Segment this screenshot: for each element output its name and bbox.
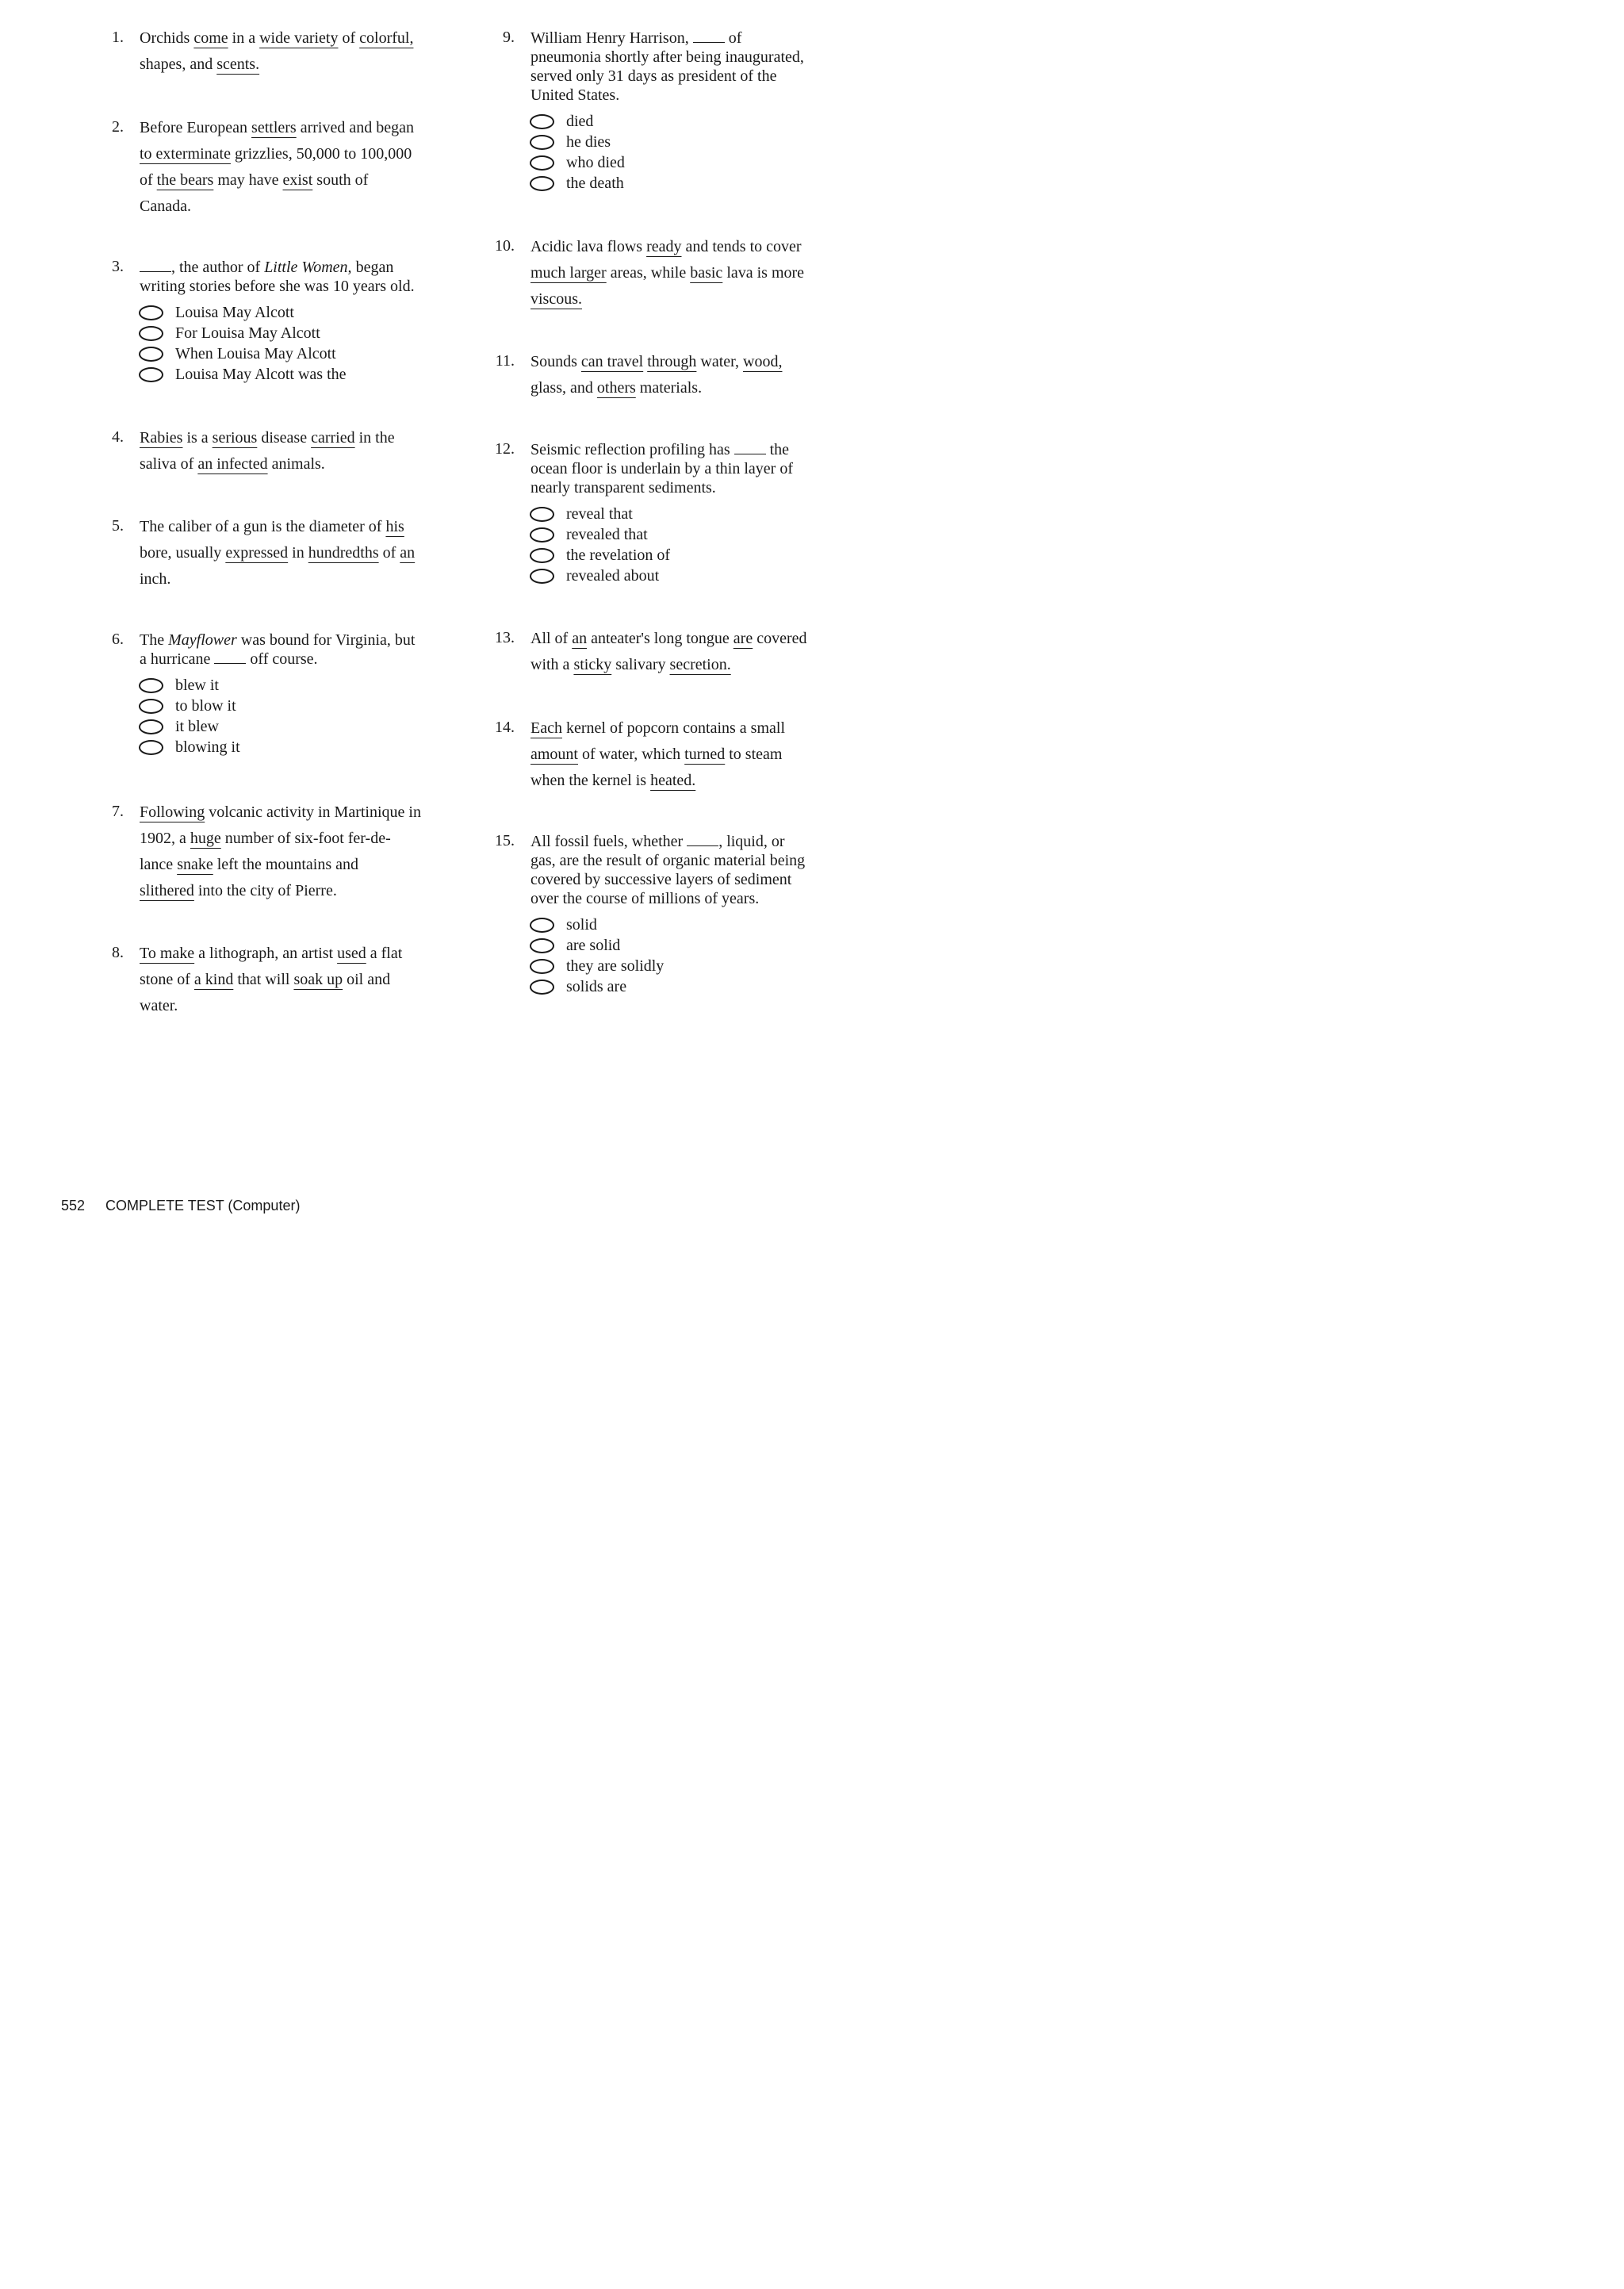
text-segment: water. <box>140 997 178 1014</box>
underlined-option: secretion. <box>669 656 731 673</box>
answer-bubble-icon[interactable] <box>139 367 163 382</box>
text-line <box>530 851 805 870</box>
text-line <box>140 144 414 171</box>
text-line <box>140 543 415 569</box>
text-segment: lance <box>140 856 178 873</box>
text-segment: covered by successive layers of sediment <box>530 871 792 888</box>
text-segment: arrived and began <box>296 119 414 136</box>
underlined-option: basic <box>690 264 723 282</box>
underlined-option: To make <box>140 945 195 962</box>
answer-bubble-icon[interactable] <box>530 527 554 543</box>
text-line <box>530 440 793 459</box>
text-segment: water, <box>696 353 744 370</box>
question-number: 2. <box>112 118 124 136</box>
option-label: When Louisa May Alcott <box>175 345 336 362</box>
text-line <box>530 459 793 478</box>
question-text <box>530 352 782 405</box>
text-line <box>140 855 421 881</box>
text-line <box>530 352 782 378</box>
question-text <box>140 944 402 1022</box>
option-label: Louisa May Alcott was the <box>175 366 347 383</box>
text-line <box>140 55 413 81</box>
answer-option[interactable] <box>530 504 793 524</box>
text-segment: pneumonia shortly after being inaugurated, <box>530 48 804 66</box>
question-text <box>530 29 804 194</box>
option-label: the death <box>566 174 624 192</box>
text-segment: the <box>765 441 790 458</box>
text-segment: a hurricane <box>140 650 215 668</box>
text-segment: of <box>338 29 360 47</box>
question-text <box>140 631 415 757</box>
answer-option[interactable] <box>530 173 804 194</box>
text-line <box>530 889 805 908</box>
answer-option[interactable] <box>140 323 415 343</box>
question-text <box>140 803 421 907</box>
text-line <box>530 771 785 797</box>
answer-option[interactable] <box>530 566 793 586</box>
underlined-option: through <box>647 353 697 370</box>
text-line <box>140 881 421 907</box>
text-line <box>530 745 785 771</box>
text-segment: Orchids <box>140 29 194 47</box>
answer-option[interactable] <box>140 716 415 737</box>
text-segment: that will <box>233 971 294 988</box>
option-label: Louisa May Alcott <box>175 304 294 321</box>
underlined-option: viscous. <box>530 290 582 308</box>
answer-bubble-icon[interactable] <box>139 719 163 734</box>
answer-blank <box>693 29 725 43</box>
text-line <box>530 629 807 655</box>
answer-option[interactable] <box>140 737 415 757</box>
question-text <box>140 29 413 81</box>
text-segment: , the author of <box>171 259 265 276</box>
underlined-option: Each <box>530 719 562 737</box>
text-segment: of <box>378 544 400 562</box>
underlined-option: Following <box>140 803 205 821</box>
underlined-option: expressed <box>225 544 289 562</box>
text-line <box>140 996 402 1022</box>
text-segment: to steam <box>725 746 783 763</box>
underlined-option: huge <box>190 830 221 847</box>
option-label: solid <box>566 916 597 934</box>
underlined-option: settlers <box>251 119 297 136</box>
question-text <box>530 629 807 681</box>
text-line <box>530 289 804 316</box>
text-line <box>140 197 414 223</box>
text-segment: volcanic activity in Martinique in <box>205 803 421 821</box>
question-text <box>140 428 395 481</box>
question-number: 5. <box>112 517 124 535</box>
underlined-option: to exterminate <box>140 145 231 163</box>
question-number: 15. <box>495 832 515 849</box>
question-text <box>140 258 415 385</box>
option-label: solids are <box>566 978 627 995</box>
text-line <box>140 803 421 829</box>
text-segment: of <box>724 29 742 47</box>
question-number: 11. <box>495 352 515 370</box>
text-segment: number of six-foot fer-de- <box>220 830 391 847</box>
question-text <box>530 440 793 586</box>
text-segment: may have <box>213 171 283 189</box>
text-line <box>530 48 804 67</box>
section-title: COMPLETE TEST (Computer) <box>105 1198 301 1214</box>
question-text <box>530 719 785 797</box>
text-line <box>140 829 421 855</box>
text-line <box>140 277 415 296</box>
text-segment: gas, are the result of organic material being <box>530 852 806 869</box>
option-label: reveal that <box>566 505 633 523</box>
text-line <box>140 428 395 454</box>
text-line <box>140 569 415 596</box>
text-segment: began <box>351 259 394 276</box>
answer-blank <box>140 259 171 272</box>
answer-option[interactable] <box>140 343 415 364</box>
text-segment: Seismic reflection profiling has <box>530 441 734 458</box>
underlined-option: carried <box>311 429 355 447</box>
text-segment: inch. <box>140 570 171 588</box>
underlined-option: wide variety <box>259 29 339 47</box>
answer-bubble-icon[interactable] <box>530 938 554 953</box>
text-segment: in <box>288 544 308 562</box>
underlined-option: colorful, <box>359 29 414 47</box>
underlined-option: slithered <box>140 882 194 899</box>
text-segment: writing stories before she was 10 years old. <box>140 278 415 295</box>
answer-option[interactable] <box>530 524 793 545</box>
text-line <box>140 171 414 197</box>
text-line <box>530 263 804 289</box>
underlined-option: soak up <box>293 971 343 988</box>
answer-options <box>530 111 804 194</box>
text-segment: of <box>140 171 157 189</box>
underlined-option: turned <box>684 746 726 763</box>
answer-bubble-icon[interactable] <box>530 114 554 129</box>
text-segment: in a <box>228 29 260 47</box>
answer-blank <box>687 833 718 846</box>
underlined-option: are <box>733 630 753 647</box>
option-label: blew it <box>175 677 219 694</box>
option-label: For Louisa May Alcott <box>175 324 320 342</box>
text-segment: south of <box>312 171 369 189</box>
question-number: 1. <box>112 29 124 46</box>
text-segment: shapes, and <box>140 56 217 73</box>
text-segment: Sounds <box>530 353 581 370</box>
answer-options <box>140 302 415 385</box>
text-segment: Acidic lava flows <box>530 238 647 255</box>
text-line <box>530 67 804 86</box>
answer-option[interactable] <box>140 364 415 385</box>
underlined-option: an <box>400 544 416 562</box>
text-segment: nearly transparent sediments. <box>530 479 716 497</box>
question-text <box>530 832 805 997</box>
answer-option[interactable] <box>530 132 804 152</box>
text-segment: left the mountains and <box>213 856 359 873</box>
text-line <box>140 970 402 996</box>
answer-option[interactable] <box>530 935 805 956</box>
text-line <box>140 29 413 55</box>
question-number: 4. <box>112 428 124 446</box>
text-segment: lava is more <box>722 264 805 282</box>
underlined-option: others <box>596 379 636 397</box>
question-text <box>140 517 415 596</box>
option-label: are solid <box>566 937 621 954</box>
text-segment: William Henry Harrison, <box>530 29 693 47</box>
question-number: 3. <box>112 258 124 275</box>
text-segment: stone of <box>140 971 194 988</box>
answer-bubble-icon[interactable] <box>139 347 163 362</box>
option-label: who died <box>566 154 625 171</box>
question-number: 14. <box>495 719 515 736</box>
text-segment: is a <box>182 429 213 447</box>
underlined-option: a kind <box>193 971 234 988</box>
text-line <box>530 237 804 263</box>
answer-options <box>140 675 415 757</box>
option-label: blowing it <box>175 738 240 756</box>
text-segment: was bound for Virginia, but <box>236 631 416 649</box>
text-segment: into the city of Pierre. <box>193 882 337 899</box>
answer-bubble-icon[interactable] <box>139 699 163 714</box>
answer-bubble-icon[interactable] <box>530 980 554 995</box>
underlined-option: exist <box>282 171 313 189</box>
underlined-option: heated. <box>650 772 696 789</box>
answer-bubble-icon[interactable] <box>530 548 554 563</box>
text-line <box>530 870 805 889</box>
question-text <box>140 118 414 223</box>
option-label: it blew <box>175 718 219 735</box>
option-label: revealed that <box>566 526 648 543</box>
underlined-option: an infected <box>197 455 268 473</box>
text-segment: and tends to cover <box>681 238 802 255</box>
question-text <box>530 237 804 316</box>
answer-bubble-icon[interactable] <box>139 678 163 693</box>
answer-options <box>530 914 805 997</box>
answer-option[interactable] <box>140 675 415 696</box>
text-segment: a flat <box>366 945 403 962</box>
option-label: to blow it <box>175 697 236 715</box>
text-segment: ocean floor is underlain by a thin layer of <box>530 460 793 477</box>
answer-bubble-icon[interactable] <box>139 305 163 320</box>
text-line <box>140 454 395 481</box>
page-footer <box>61 1198 300 1214</box>
text-line <box>530 478 793 497</box>
text-line <box>140 517 415 543</box>
underlined-option: Rabies <box>140 429 183 447</box>
text-segment: covered <box>753 630 807 647</box>
underlined-option: an <box>572 630 588 647</box>
answer-bubble-icon[interactable] <box>530 918 554 933</box>
text-segment: anteater's long tongue <box>587 630 733 647</box>
answer-option[interactable] <box>140 302 415 323</box>
question-number: 13. <box>495 629 515 646</box>
question-number: 8. <box>112 944 124 961</box>
text-segment: served only 31 days as president of the <box>530 67 777 85</box>
text-line <box>530 378 782 405</box>
answer-option[interactable] <box>530 914 805 935</box>
underlined-option: snake <box>177 856 213 873</box>
text-segment: The caliber of a gun is the diameter of <box>140 518 386 535</box>
option-label: revealed about <box>566 567 660 585</box>
text-line <box>530 832 805 851</box>
text-line <box>530 29 804 48</box>
answer-option[interactable] <box>530 111 804 132</box>
answer-option[interactable] <box>530 976 805 997</box>
text-segment: saliva of <box>140 455 198 473</box>
answer-bubble-icon[interactable] <box>139 326 163 341</box>
question-number: 12. <box>495 440 515 458</box>
text-segment: disease <box>257 429 312 447</box>
underlined-option: scents. <box>216 56 260 73</box>
underlined-option: hundredths <box>308 544 379 562</box>
question-number: 7. <box>112 803 124 820</box>
underlined-option: can travel <box>580 353 644 370</box>
text-line <box>530 655 807 681</box>
underlined-option: used <box>337 945 366 962</box>
text-segment: Mayflower <box>168 631 237 649</box>
answer-bubble-icon[interactable] <box>530 507 554 522</box>
text-segment: Before European <box>140 119 252 136</box>
text-segment: a lithograph, an artist <box>194 945 338 962</box>
text-segment: kernel of popcorn contains a small <box>561 719 786 737</box>
answer-option[interactable] <box>140 696 415 716</box>
text-segment: Little Women, <box>264 259 352 276</box>
text-segment: when the kernel is <box>530 772 651 789</box>
question-number: 6. <box>112 631 124 648</box>
text-segment: All of <box>530 630 573 647</box>
text-segment: oil and <box>343 971 391 988</box>
page-number: 552 <box>61 1198 86 1214</box>
text-segment: bore, usually <box>140 544 226 562</box>
underlined-option: serious <box>212 429 258 447</box>
text-line <box>140 118 414 144</box>
answer-option[interactable] <box>530 956 805 976</box>
text-segment: grizzlies, 50,000 to 100,000 <box>230 145 412 163</box>
answer-bubble-icon[interactable] <box>139 740 163 755</box>
text-line <box>140 944 402 970</box>
answer-option[interactable] <box>530 152 804 173</box>
text-segment: Canada. <box>140 197 191 215</box>
text-segment: United States. <box>530 86 620 104</box>
answer-bubble-icon[interactable] <box>530 569 554 584</box>
text-segment: The <box>140 631 169 649</box>
text-line <box>530 86 804 105</box>
answer-bubble-icon[interactable] <box>530 959 554 974</box>
underlined-option: sticky <box>573 656 612 673</box>
text-segment: over the course of millions of years. <box>530 890 760 907</box>
option-label: the revelation of <box>566 546 671 564</box>
text-segment: 1902, a <box>140 830 190 847</box>
text-line <box>140 258 415 277</box>
option-label: they are solidly <box>566 957 665 975</box>
text-segment: in the <box>354 429 395 447</box>
text-segment: , liquid, or <box>718 833 785 850</box>
answer-option[interactable] <box>530 545 793 566</box>
text-segment: salivary <box>611 656 670 673</box>
text-line <box>140 650 415 669</box>
answer-blank <box>734 441 766 454</box>
answer-bubble-icon[interactable] <box>530 176 554 191</box>
question-number: 10. <box>495 237 515 255</box>
underlined-option: his <box>385 518 404 535</box>
text-segment: animals. <box>267 455 325 473</box>
text-line <box>140 631 415 650</box>
text-segment: areas, while <box>606 264 691 282</box>
text-segment: All fossil fuels, whether <box>530 833 688 850</box>
text-segment: materials. <box>635 379 703 397</box>
text-segment: glass, and <box>530 379 597 397</box>
underlined-option: come <box>193 29 228 47</box>
underlined-option: wood, <box>743 353 783 370</box>
text-segment: off course. <box>246 650 318 668</box>
underlined-option: the bears <box>156 171 214 189</box>
text-segment: with a <box>530 656 574 673</box>
question-number: 9. <box>503 29 515 46</box>
underlined-option: amount <box>530 746 578 763</box>
answer-blank <box>214 650 246 664</box>
answer-bubble-icon[interactable] <box>530 155 554 171</box>
text-line <box>530 719 785 745</box>
answer-options <box>530 504 793 586</box>
option-label: died <box>566 113 594 130</box>
underlined-option: much larger <box>530 264 607 282</box>
answer-bubble-icon[interactable] <box>530 135 554 150</box>
option-label: he dies <box>566 133 611 151</box>
text-segment: of water, which <box>578 746 685 763</box>
underlined-option: ready <box>646 238 682 255</box>
